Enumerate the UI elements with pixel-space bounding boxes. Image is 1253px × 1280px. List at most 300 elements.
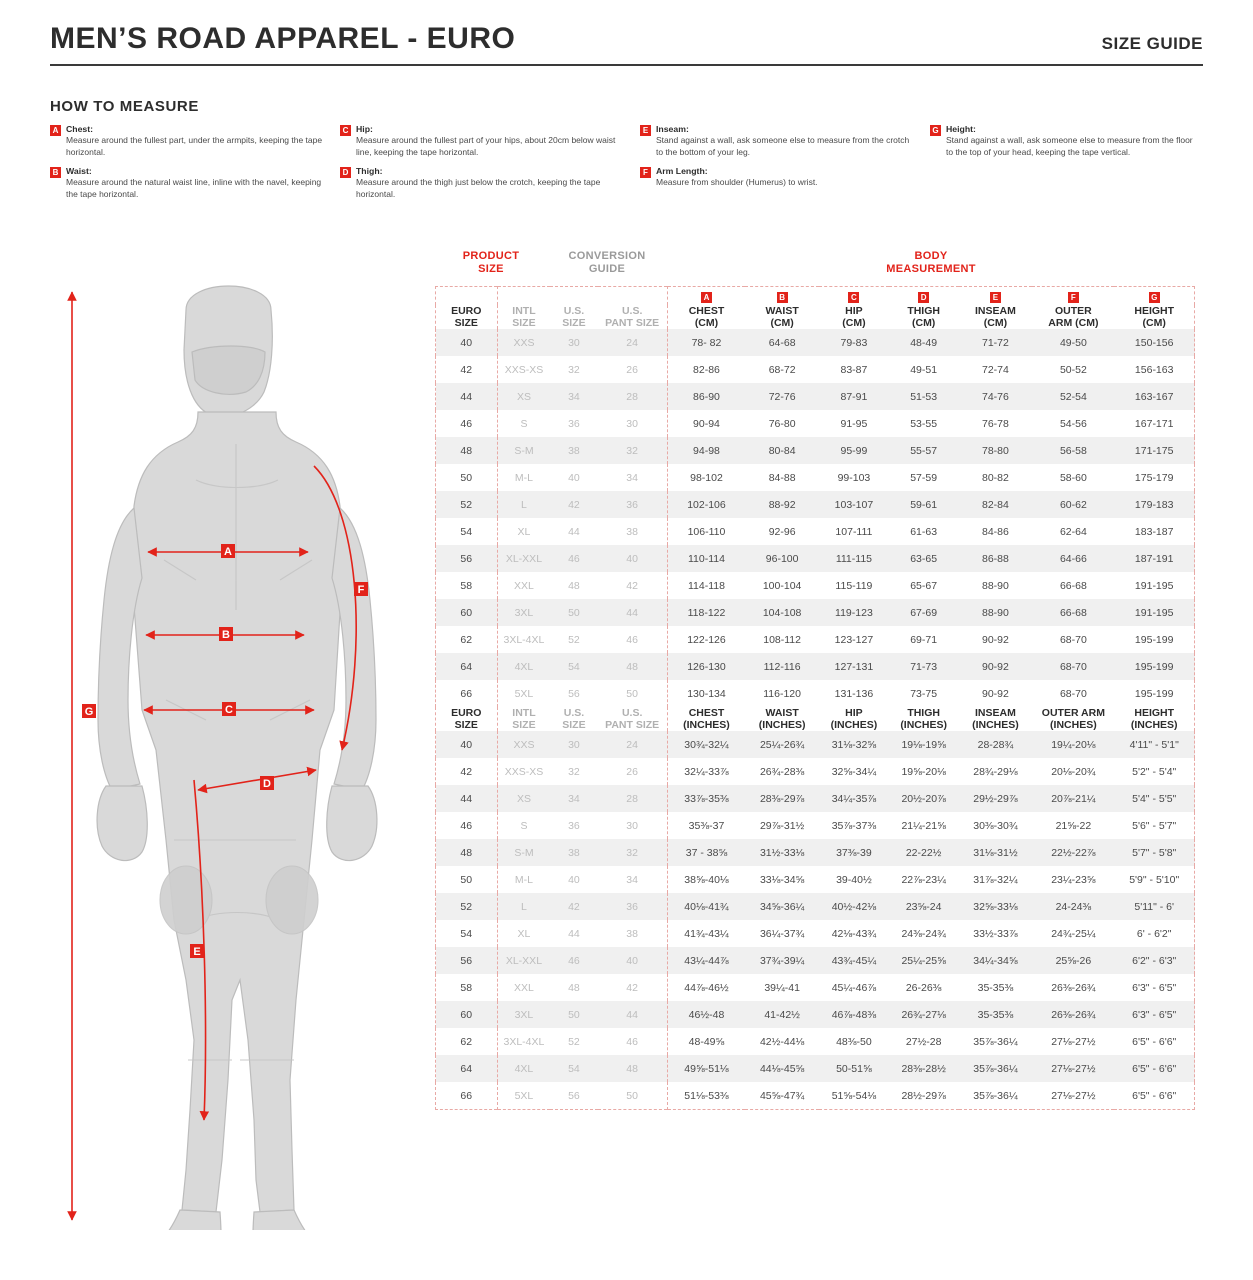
cm-cell: XL-XXL (497, 545, 550, 572)
page-header (50, 22, 1203, 66)
in-cell: 24-24⅜ (1032, 893, 1114, 920)
in-cell: 6' - 6'2" (1136, 927, 1172, 940)
in-cell: 34¼-34⅝ (959, 947, 1033, 974)
cm-cell: 56-58 (1032, 437, 1114, 464)
in-cell: 35⅜-37 (667, 812, 745, 839)
col-intl-size: INTL SIZE (497, 305, 550, 329)
measure-item-desc: Measure from shoulder (Humerus) to wrist. (656, 177, 818, 188)
cm-cell: 82-86 (667, 356, 745, 383)
measure-item-name: Chest: (66, 124, 94, 134)
in-cell: 35⅞-36¼ (973, 1035, 1018, 1048)
group-body-line2: MEASUREMENT (886, 262, 976, 275)
cm-cell: 104-108 (745, 599, 819, 626)
in-cell: 30 (550, 731, 597, 758)
cm-cell: 44 (568, 525, 580, 538)
in-cell: 48-49⅝ (667, 1028, 745, 1055)
cm-cell: S-M (497, 437, 550, 464)
in-cell: L (497, 893, 550, 920)
badge-cell-chest (667, 287, 745, 306)
letter-badge-g: G (1149, 292, 1160, 303)
cm-cell: 50-52 (1059, 363, 1087, 376)
table-row (436, 893, 1195, 920)
in-cell: 29½-29⅞ (959, 785, 1033, 812)
in-cell: 6'3" - 6'5" (1132, 981, 1177, 994)
cm-cell: 90-94 (667, 410, 745, 437)
cm-cell: 103-107 (819, 491, 889, 518)
measure-item-name: Thigh: (356, 165, 383, 176)
cm-cell: 66-68 (1032, 599, 1114, 626)
letter-badge-g: G (930, 125, 941, 136)
measure-item-arm-length (640, 166, 918, 189)
in-cell: 31⅛-32⅝ (819, 731, 889, 758)
in-cell: 28¾-29⅛ (973, 765, 1018, 778)
in-cell: 44⅛-45⅝ (745, 1055, 819, 1082)
col-chest-in: CHEST (INCHES) (667, 707, 745, 731)
cm-cell: 62-64 (1059, 525, 1087, 538)
cm-cell: 63-65 (889, 545, 959, 572)
measure-item-name: Waist: (66, 165, 92, 176)
group-conversion-line2: GUIDE (588, 262, 626, 275)
measure-item-inseam (640, 124, 918, 158)
in-cell: 51⅛-53⅜ (667, 1082, 745, 1109)
measure-item-name: Inseam: (656, 124, 689, 134)
cm-cell: 99-103 (837, 471, 871, 484)
how-to-measure-column (930, 124, 1205, 208)
in-cell: 50 (460, 873, 473, 886)
in-cell: 46½-48 (667, 1001, 745, 1028)
cm-cell: 50 (550, 599, 597, 626)
measure-item-name: Arm Length: (656, 165, 708, 176)
cm-cell: 119-123 (819, 599, 889, 626)
group-product-size-line2: SIZE (478, 262, 504, 275)
cm-cell: 65-67 (910, 579, 938, 592)
in-cell: 23¼-23⅝ (1051, 873, 1096, 886)
in-cell: 34⅝-36¼ (745, 893, 819, 920)
in-cell: 56 (436, 947, 498, 974)
cm-cell: 108-112 (763, 633, 801, 646)
cm-cell: 30 (626, 417, 638, 430)
measure-item-height (930, 124, 1193, 158)
table-row (436, 491, 1195, 518)
inches-header-row (436, 707, 1195, 731)
in-cell: S-M (497, 839, 550, 866)
letter-badge-b: B (50, 167, 61, 178)
cm-cell: 56 (568, 687, 580, 700)
cm-cell: 191-195 (1114, 599, 1194, 626)
in-cell: 32⅝-34¼ (831, 765, 877, 778)
table-row (436, 599, 1195, 626)
measure-item-thigh (340, 166, 628, 200)
in-cell: 22½-22⅞ (1032, 839, 1114, 866)
cm-cell: XXS (497, 329, 550, 356)
in-cell: 58 (460, 981, 473, 994)
cm-cell: 95-99 (819, 437, 889, 464)
in-cell: 35⅞-37⅜ (831, 819, 877, 832)
cm-cell: 3XL (497, 599, 550, 626)
marker-e: E (193, 946, 201, 958)
in-cell: 6'5" - 6'6" (1114, 1055, 1194, 1082)
cm-cell: 48 (598, 653, 668, 680)
letter-badge-row (436, 287, 1195, 306)
cm-cell: 100-104 (762, 579, 802, 592)
in-cell: 45⅝-47¾ (759, 1089, 805, 1102)
cm-cell: 67-69 (889, 599, 959, 626)
cm-cell: 51-53 (889, 383, 959, 410)
cm-cell: 42 (460, 363, 473, 376)
badge-cell-inseam (959, 287, 1033, 306)
cm-cell: 3XL-4XL (497, 626, 550, 653)
in-cell: 26-26⅜ (905, 981, 942, 994)
cm-cell: 98-102 (667, 464, 745, 491)
cm-cell: 48 (436, 437, 498, 464)
col-outer-arm-cm: OUTER ARM (CM) (1048, 305, 1099, 330)
in-cell: 19⅛-19⅝ (889, 731, 959, 758)
measure-item-text (356, 124, 628, 158)
in-cell: 32 (568, 765, 580, 778)
cm-cell: 102-106 (667, 491, 745, 518)
cm-cell: 42 (550, 491, 597, 518)
in-cell: 36 (568, 819, 580, 832)
in-cell: 6'2" - 6'3" (1114, 947, 1194, 974)
cm-cell: 179-183 (1114, 491, 1194, 518)
cm-cell: 56 (436, 545, 498, 572)
in-cell: 31½-33⅛ (745, 839, 819, 866)
in-cell: 44⅞-46½ (667, 974, 745, 1001)
cm-cell: 80-84 (745, 437, 819, 464)
table-row (436, 545, 1195, 572)
in-cell: 44 (598, 1001, 668, 1028)
in-cell: XXS-XS (497, 758, 550, 785)
cm-cell: 78-80 (959, 437, 1033, 464)
col-us-size: U.S. SIZE (562, 707, 586, 732)
cm-cell: 106-110 (667, 518, 745, 545)
table-row (436, 785, 1195, 812)
in-cell: 20⅞-21¼ (1032, 785, 1114, 812)
cm-cell: 88-90 (982, 579, 1009, 592)
cm-cell: 64 (436, 653, 498, 680)
col-thigh-in: THIGH (INCHES) (900, 707, 947, 732)
cm-cell: 52 (436, 491, 498, 518)
in-cell: 32 (598, 839, 668, 866)
cm-cell: 88-92 (745, 491, 819, 518)
in-cell: 22-22½ (889, 839, 959, 866)
in-cell: 19⅝-20⅛ (901, 765, 946, 778)
group-conversion-guide (547, 250, 667, 275)
group-product-size-line1: PRODUCT (462, 250, 520, 262)
in-cell: 22⅞-23¼ (901, 873, 946, 886)
cm-cell: 127-131 (819, 653, 889, 680)
in-cell: 43¾-45¼ (819, 947, 889, 974)
marker-c: C (225, 704, 233, 716)
table-row (436, 974, 1195, 1001)
cm-cell: 48-49 (889, 329, 959, 356)
cm-cell: 57-59 (910, 471, 938, 484)
cm-cell: 73-75 (910, 687, 938, 700)
cm-cell: 80-82 (982, 471, 1009, 484)
table-row (436, 812, 1195, 839)
table-row (436, 653, 1195, 680)
cm-cell: 84-88 (768, 471, 796, 484)
letter-badge-d: D (918, 292, 929, 303)
cm-cell: 46 (550, 545, 597, 572)
in-cell: 35-35⅜ (959, 1001, 1033, 1028)
in-cell: 52 (568, 1035, 580, 1048)
in-cell: 50 (550, 1001, 597, 1028)
group-body-line1: BODY (914, 250, 948, 262)
in-cell: 26¾-28⅜ (759, 765, 805, 778)
col-thigh-cm: THIGH (CM) (907, 305, 940, 330)
cm-cell: 90-92 (982, 687, 1009, 700)
cm-cell: 71-73 (889, 653, 959, 680)
in-cell: 37¾-39¼ (745, 947, 819, 974)
col-inseam-in: INSEAM (INCHES) (972, 707, 1019, 732)
in-cell: 3XL (497, 1001, 550, 1028)
in-cell: 25¼-26¾ (745, 731, 819, 758)
in-cell: 5'9" - 5'10" (1129, 873, 1180, 886)
how-to-measure-column (50, 124, 340, 208)
table-row (436, 839, 1195, 866)
col-us-pant-size: U.S. PANT SIZE (605, 707, 660, 732)
page-title: MEN’S ROAD APPAREL - EURO (50, 22, 516, 55)
size-tables (435, 250, 1195, 1110)
cm-cell: 60 (436, 599, 498, 626)
how-to-measure-title: HOW TO MEASURE (50, 98, 199, 115)
cm-header-row (436, 305, 1195, 329)
in-cell: 28 (598, 785, 668, 812)
col-height-in: HEIGHT (INCHES) (1130, 707, 1178, 732)
cm-cell: 28 (598, 383, 668, 410)
in-cell: XXL (497, 974, 550, 1001)
in-cell: 54 (460, 927, 473, 940)
in-cell: 41-42½ (745, 1001, 819, 1028)
group-product-size (435, 250, 547, 275)
cm-cell: 122-126 (667, 626, 745, 653)
in-cell: 42 (626, 981, 638, 994)
col-euro-size: EURO SIZE (451, 707, 482, 732)
cm-cell: 50 (460, 471, 473, 484)
cm-cell: S (497, 410, 550, 437)
in-cell: 33⅞-35⅜ (667, 785, 745, 812)
cm-cell: 114-118 (667, 572, 745, 599)
in-cell: 38 (550, 839, 597, 866)
cm-cell: 83-87 (840, 363, 868, 376)
col-waist-cm: WAIST (CM) (765, 305, 799, 330)
cm-cell: 150-156 (1114, 329, 1194, 356)
table-row (436, 1082, 1195, 1109)
in-cell: 42⅛-43¾ (831, 927, 877, 940)
cm-cell: 34 (626, 471, 638, 484)
in-cell: 49⅝-51⅛ (667, 1055, 745, 1082)
in-cell: 31⅛-31½ (959, 839, 1033, 866)
in-cell: 25¼-25⅝ (889, 947, 959, 974)
cm-cell: 86-90 (667, 383, 745, 410)
in-cell: 27⅛-27½ (1051, 1035, 1096, 1048)
in-cell: 50 (626, 1089, 638, 1102)
letter-badge-d: D (340, 167, 351, 178)
in-cell: 46 (460, 819, 473, 832)
measure-item-chest (50, 124, 328, 158)
size-table (435, 286, 1195, 1110)
in-cell: 39¼-41 (764, 981, 800, 994)
in-cell: 41¾-43¼ (667, 920, 745, 947)
cm-cell: 88-90 (959, 599, 1033, 626)
in-cell: 40 (568, 873, 580, 886)
cm-cell: 53-55 (910, 417, 938, 430)
cm-cell: 112-116 (745, 653, 819, 680)
measure-item-name: Hip: (356, 124, 373, 134)
badge-cell-thigh (889, 287, 959, 306)
measure-item-text (946, 124, 1193, 158)
cm-cell: 84-86 (982, 525, 1009, 538)
in-cell: 26¾-27⅛ (889, 1001, 959, 1028)
spacer-cell (436, 287, 498, 306)
in-cell: 35⅞-36¼ (973, 1089, 1018, 1102)
in-cell: 66 (460, 1089, 473, 1102)
cm-cell: 5XL (497, 680, 550, 707)
in-cell: 5'11" - 6' (1114, 893, 1194, 920)
in-cell: 30 (626, 819, 638, 832)
in-cell: 30¾-32¼ (667, 731, 745, 758)
cm-cell: 58 (460, 579, 473, 592)
cm-cell: 34 (550, 383, 597, 410)
cm-cell: 71-72 (959, 329, 1033, 356)
cm-cell: 68-70 (1032, 653, 1114, 680)
cm-cell: 123-127 (834, 633, 874, 646)
spacer-cell (550, 287, 597, 306)
in-cell: 35⅞-36¼ (959, 1055, 1033, 1082)
cm-cell: 116-120 (763, 687, 801, 700)
in-cell: 39-40½ (836, 873, 872, 886)
in-cell: 6'5" - 6'6" (1132, 1089, 1177, 1102)
col-hip-cm: HIP (CM) (842, 305, 866, 330)
in-cell: 27⅛-27½ (1051, 1089, 1096, 1102)
letter-badge-e: E (990, 292, 1001, 303)
cm-cell: 68-70 (1059, 633, 1087, 646)
letter-badge-c: C (848, 292, 859, 303)
cm-cell: 58-60 (1059, 471, 1087, 484)
in-cell: 27⅛-27½ (1032, 1055, 1114, 1082)
cm-cell: 59-61 (889, 491, 959, 518)
body-measurement-illustration (46, 280, 446, 1230)
in-cell: 5'6" - 5'7" (1132, 819, 1177, 832)
in-cell: 23⅝-24 (889, 893, 959, 920)
marker-d: D (263, 778, 271, 790)
col-intl-size: INTL SIZE (497, 707, 550, 731)
in-cell: 34¼-35⅞ (819, 785, 889, 812)
cm-cell: 79-83 (819, 329, 889, 356)
in-cell: 44 (436, 785, 498, 812)
badge-cell-waist (745, 287, 819, 306)
col-height-cm: HEIGHT (CM) (1134, 305, 1175, 330)
spacer-cell (598, 287, 668, 306)
measure-item-name: Height: (946, 124, 976, 134)
letter-badge-f: F (1068, 292, 1079, 303)
cm-cell: 49-50 (1032, 329, 1114, 356)
measure-item-desc: Stand against a wall, ask someone else to measure from the floor to the top of your head, keeping the tape vertical. (946, 135, 1193, 157)
cm-cell: 183-187 (1134, 525, 1174, 538)
in-cell: S (497, 812, 550, 839)
in-cell: 48 (568, 981, 580, 994)
cm-cell: 50 (626, 687, 638, 700)
measure-item-text (356, 166, 628, 200)
cm-cell: 92-96 (768, 525, 796, 538)
table-row (436, 329, 1195, 356)
marker-a: A (224, 546, 232, 558)
in-cell: 42 (550, 893, 597, 920)
table-row (436, 1001, 1195, 1028)
in-cell: 36 (598, 893, 668, 920)
table-group-headers (435, 250, 1195, 286)
cm-cell: 62 (460, 633, 473, 646)
in-cell: 33½-33⅞ (973, 927, 1018, 940)
in-cell: 6'3" - 6'5" (1114, 1001, 1194, 1028)
cm-cell: 26 (626, 363, 638, 376)
cm-cell: 68-72 (768, 363, 796, 376)
cm-cell: 36 (598, 491, 668, 518)
in-cell: 33⅛-34⅝ (759, 873, 805, 886)
in-cell: 64 (436, 1055, 498, 1082)
cm-cell: XXL (497, 572, 550, 599)
in-cell: 5XL (497, 1082, 550, 1109)
how-to-measure-column (340, 124, 640, 208)
in-cell: 38⅝-40⅛ (667, 866, 745, 893)
in-cell: 28-28¾ (959, 731, 1033, 758)
table-row (436, 731, 1195, 758)
cm-cell: 38 (550, 437, 597, 464)
in-cell: 34 (550, 785, 597, 812)
in-cell: 24 (598, 731, 668, 758)
in-cell: 37 - 38⅝ (667, 839, 745, 866)
how-to-measure-list (50, 124, 1205, 208)
measure-item-desc: Measure around the thigh just below the crotch, keeping the tape horizontal. (356, 177, 601, 199)
marker-f: F (357, 584, 365, 596)
cm-cell: 24 (598, 329, 668, 356)
cm-cell: 54-56 (1059, 417, 1087, 430)
cm-cell: 107-111 (835, 525, 873, 538)
in-cell: 24¾-25¼ (1051, 927, 1096, 940)
in-cell: 25⅝-26 (1032, 947, 1114, 974)
table-row (436, 518, 1195, 545)
table-row (436, 758, 1195, 785)
in-cell: 46 (550, 947, 597, 974)
cm-cell: 187-191 (1114, 545, 1194, 572)
cm-cell: 111-115 (819, 545, 889, 572)
cm-table-body (436, 329, 1195, 707)
in-cell: 50-51⅝ (819, 1055, 889, 1082)
in-cell: 24⅜-24¾ (901, 927, 946, 940)
cm-cell: 195-199 (1134, 687, 1174, 700)
cm-cell: 96-100 (745, 545, 819, 572)
cm-cell: 195-199 (1114, 653, 1194, 680)
in-cell: 20½-20⅞ (889, 785, 959, 812)
table-row (436, 1055, 1195, 1082)
in-cell: 30⅜-30¾ (973, 819, 1018, 832)
cm-cell: 46 (626, 633, 638, 646)
cm-cell: 42 (626, 579, 638, 592)
cm-cell: 74-76 (959, 383, 1033, 410)
in-cell: XXS (497, 731, 550, 758)
measure-item-hip (340, 124, 628, 158)
in-cell: 20⅛-20¾ (1051, 765, 1096, 778)
cm-cell: 61-63 (910, 525, 938, 538)
cm-cell: 87-91 (819, 383, 889, 410)
measure-item-text (66, 124, 328, 158)
in-cell: 38 (626, 927, 638, 940)
in-cell: 28½-29⅞ (901, 1089, 946, 1102)
letter-badge-a: A (701, 292, 712, 303)
in-cell: 27½-28 (905, 1035, 942, 1048)
cm-cell: 66 (460, 687, 473, 700)
